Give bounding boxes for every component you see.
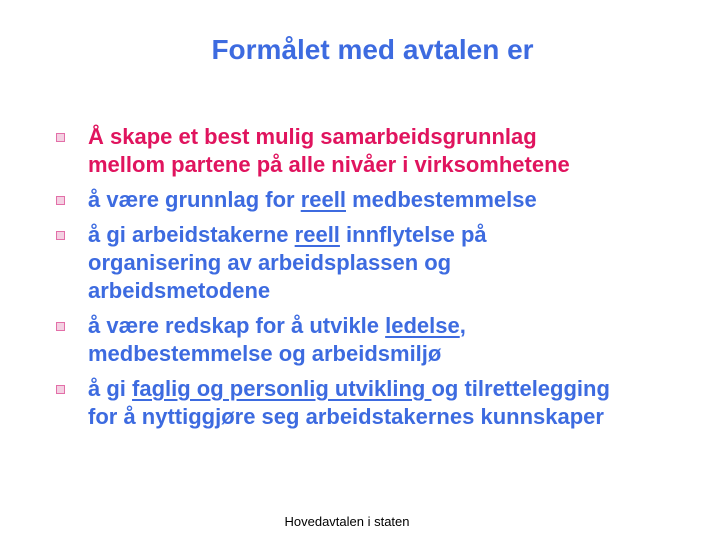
underlined-text: reell — [300, 187, 346, 212]
bullet-list — [0, 123, 720, 438]
bullet-line — [88, 249, 720, 277]
bullet-text: organisering av arbeidsplassen og — [88, 250, 452, 275]
bullet-line — [88, 123, 720, 151]
bullet-text: medbestemmelse — [345, 187, 537, 212]
bullet-text: innflytelse på — [339, 222, 487, 247]
bullet-item — [0, 186, 720, 214]
bullet-item — [0, 123, 720, 179]
bullet-text: å gi arbeidstakerne — [88, 222, 295, 247]
bullet-item — [0, 312, 720, 368]
bullet-text: å være redskap for å utvikle — [88, 313, 386, 338]
square-bullet-icon — [56, 231, 65, 240]
underlined-text: reell — [294, 222, 340, 247]
bullet-line — [88, 403, 720, 431]
bullet-item — [0, 375, 720, 431]
bullet-text: , — [459, 313, 466, 338]
bullet-line — [88, 340, 720, 368]
bullet-line — [88, 312, 720, 340]
bullet-text: arbeidsmetodene — [88, 278, 271, 303]
bullet-text: mellom partene på alle nivåer i virksomhetene — [88, 152, 570, 177]
slide-title: Formålet med avtalen er — [211, 34, 534, 65]
square-bullet-icon — [56, 322, 65, 331]
bullet-line — [88, 186, 720, 214]
square-bullet-icon — [56, 385, 65, 394]
underlined-text: ledelse — [385, 313, 460, 338]
bullet-text: for å nyttiggjøre seg arbeidstakernes kunnskaper — [88, 404, 604, 429]
bullet-line — [88, 277, 720, 305]
underlined-text: faglig og personlig utvikling — [132, 376, 432, 401]
bullet-text: og tilrettelegging — [431, 376, 610, 401]
bullet-line — [88, 151, 720, 179]
bullet-item — [0, 221, 720, 305]
slide-footer: Hovedavtalen i staten — [284, 514, 410, 529]
square-bullet-icon — [56, 196, 65, 205]
bullet-text: Å skape et best mulig samarbeidsgrunnlag — [88, 124, 537, 149]
square-bullet-icon — [56, 133, 65, 142]
bullet-text: å være grunnlag for — [88, 187, 301, 212]
bullet-line — [88, 375, 720, 403]
bullet-text: medbestemmelse og arbeidsmiljø — [88, 341, 442, 366]
bullet-line — [88, 221, 720, 249]
bullet-text: å gi — [88, 376, 133, 401]
